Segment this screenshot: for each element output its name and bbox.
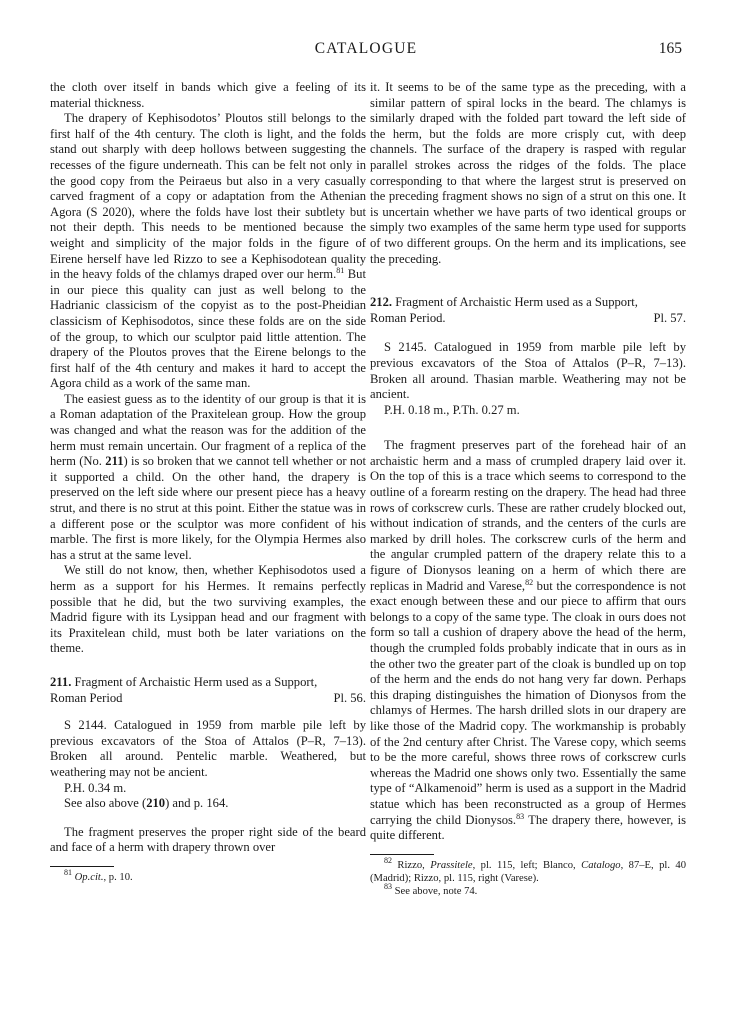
right-column — [370, 80, 686, 898]
entry-period: Roman Period — [50, 690, 123, 705]
paragraph: We still do not know, then, whether Kephisodotos used a herm as a support for his Hermes. It remains perfectly possible that he did, but the two surviving examples, the Madrid figure with its Lysippan head and our fragment with its Praxitelean child, must both be later variations on the theme. — [50, 563, 366, 656]
entry-heading-212 — [370, 295, 686, 326]
left-column — [50, 80, 366, 884]
plate-reference: Pl. 57. — [653, 310, 686, 325]
footnote: $^{82}$ Rizzo, Prassitele, pl. 115, left; Blanco, Catalogo, 87–E, pl. 40 (Madrid); Rizzo, pl. 115, right (Varese). — [370, 855, 687, 884]
entry-period: Roman Period. — [370, 310, 446, 325]
footnote: $^{83}$ See above, note 74. — [384, 881, 478, 897]
catalogue-record: S 2144. Catalogued in 1959 from marble pile left by previous excavators of the Stoa of Attalos (P–R, 7–13). Broken all around. Pentelic marble. Weathered, but weathering may not be ancient. — [50, 718, 366, 779]
footnote-rule — [370, 854, 434, 855]
paragraph: The easiest guess as to the identity of our group is that it is a Roman adaptation of the Praxitelean group. How the group was changed and what the reason was for the addition of the herm must remain uncertain. Our fragment of a replica of the herm (No. 211) is so broken that we cannot tell whether or not it supported a child. On the other hand, the drapery is preserved on the left side where our present piece has a heavy strut, and there is no strut at this point. Either the statue was in a different pose or the sculptor was more confident of his marble. The first is more likely, for the Olympia Hermes also has a strut at the same level. — [50, 391, 366, 562]
paragraph: the cloth over itself in bands which give a feeling of its material thickness. — [50, 80, 366, 110]
footnote-ref: 81 — [336, 266, 345, 276]
see-also: See also above (210) and p. 164. — [64, 796, 229, 811]
entry-number: 212. — [370, 295, 393, 310]
description: The fragment preserves the proper right side of the beard and face of a herm with drapery thrown over — [50, 824, 366, 855]
footnote-rule — [50, 866, 114, 867]
entry-heading-211 — [50, 675, 366, 706]
entry-number: 211. — [50, 674, 72, 689]
catalogue-record: S 2145. Catalogued in 1959 from marble pile left by previous excavators of the Stoa of Attalos (P–R, 7–13). Broken all around. Thasian marble. Weathering may not be ancient. — [370, 340, 686, 402]
plate-reference: Pl. 56. — [333, 690, 366, 705]
footnote-ref: 83 — [516, 811, 525, 821]
entry-title: Fragment of Archaistic Herm used as a Support, — [71, 674, 318, 689]
page-number: 165 — [658, 40, 682, 57]
footnote: $^{81}$ Op.cit., p. 10. — [64, 867, 133, 883]
cross-reference: 210 — [146, 796, 166, 811]
dimensions: P.H. 0.34 m. — [64, 780, 127, 795]
running-title: CATALOGUE — [314, 40, 418, 57]
cross-reference: 211 — [105, 454, 124, 469]
running-head — [50, 40, 682, 64]
paragraph: it. It seems to be of the same type as the preceding, with a similar pattern of spiral locks in the beard. The chlamys is similarly draped with the folded part toward the left side of the herm, but the folds are more crisply cut, with deep channels. The surface of the drapery is rasped with regular parallel strokes across the ridges of the folds. The place corresponding to that where the largest strut is preserved on the preceding fragment shows no sign of a strut on this one. It is uncertain whether we have parts of two identical groups or simply two examples of the same herm type used for supports of two different groups. On the herm and its implications, see the preceding. — [370, 80, 686, 266]
entry-title: Fragment of Archaistic Herm used as a Support, — [392, 295, 638, 310]
description: The fragment preserves part of the forehead hair of an archaistic herm and a mass of crumpled drapery laid over it. On the top of this is a trace which seems to correspond to the outline of a forearm resting on the drapery. The head had three rows of corkscrew curls. These are rather crudely blocked out, without indication of strands, and the centers of the curls are marked by drill holes. The corkscrew curls of the herm and the angular crumpled pattern of the drapery relate this to a figure of Dionysos leaning on a herm of which there are replicas in Madrid and Varese,$^{82}$ but the correspondence is not exact enough between these and our piece to affirm that ours belongs to a copy of the same type. The cloak in ours does not form so tall a cushion of drapery above the head of the herm, though the crumpled folds probably indicate that in ours as in the other two the greater part of the cloak is bundled up on top of the herm and the ends do not hang very far down. Perhaps this draping distinguishes the himation of Dionysos from the chlamys of Hermes. The harsh drilled slots in our drapery are like those of the Madrid copy. The workmanship is probably of the 2nd century after Christ. The Varese copy, which seems to be the more careful, shows three rows of corkscrew curls whereas the Madrid one shows only two. Essentially the same type of “Alkamenoid” herm is used as a support in the Madrid statue which has been reconstructed as a group of Hermes carrying the child Dionysos.$^{83}$ The drapery there, however, is quite different. — [370, 438, 687, 843]
paragraph: The drapery of Kephisodotos’ Ploutos still belongs to the first half of the 4th century. The cloth is light, and the folds stand out sharply with deep hollows between suggesting the recesses of the figure underneath. This can be felt not only in the good copy from the Peiraeus but also in a very casually carved fragment of a copy or adaptation from the Athenian Agora (S 2020), where the folds have lost their subtlety but not their depth. This needs to be mentioned because the weight and simplicity of the major folds in the figure of Eirene herself have led Rizzo to see a Kephisodotean quality in the heavy folds of the chlamys draped over our herm.$^{81}$ But in our piece this quality can just as well belong to the Hadrianic classicism of the copyist as to the post-Pheidian classicism of Kephisodotos, since these folds are on the side of the group, to which our sculptor paid little attention. The drapery of the Ploutos proves that the Eirene belongs to the first half of the 4th century and makes it hard to accept the Agora child as a work of the same man. — [50, 111, 366, 391]
footnote-ref: 82 — [525, 577, 534, 587]
dimensions: P.H. 0.18 m., P.Th. 0.27 m. — [384, 402, 520, 417]
